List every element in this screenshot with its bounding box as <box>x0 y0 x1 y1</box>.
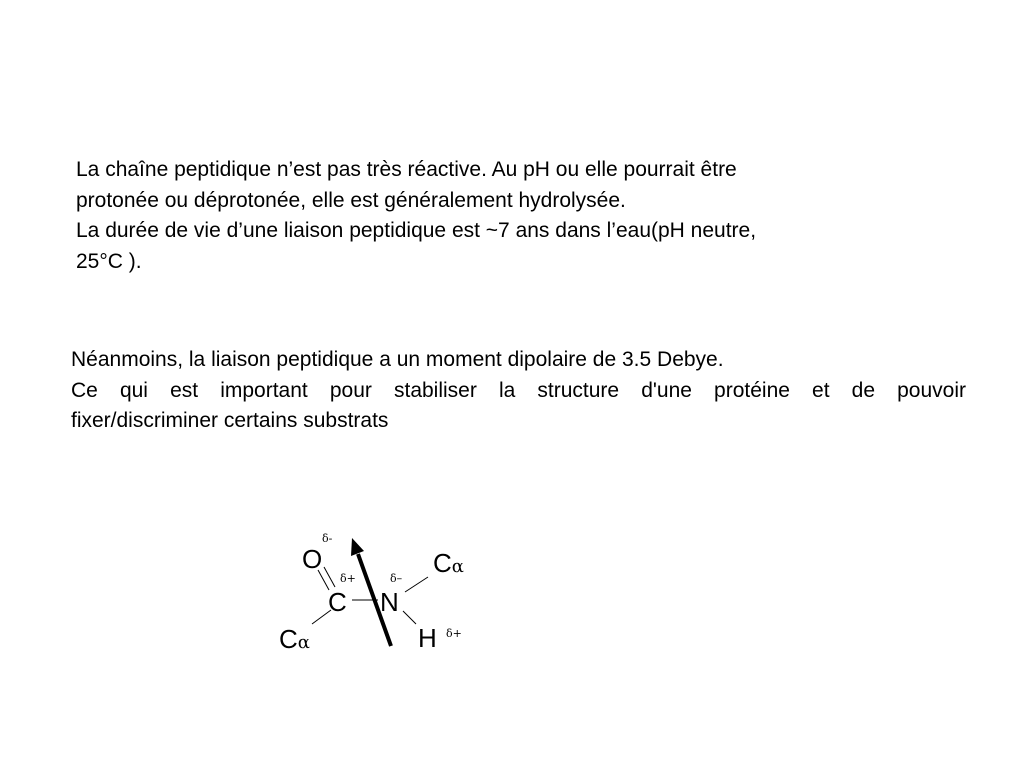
charge-nitrogen: δ– <box>390 572 403 585</box>
charge-hydrogen: δ+ <box>446 627 462 640</box>
alpha-subscript: α <box>451 556 464 577</box>
alpha-subscript: α <box>297 632 310 653</box>
atom-nitrogen: N <box>380 587 399 617</box>
dipole-arrow-head <box>351 538 364 556</box>
charge-carbon: δ+ <box>340 572 356 585</box>
atom-oxygen: O <box>302 544 323 574</box>
atom-calpha-right: Cα <box>433 548 464 578</box>
atom-calpha-left: Cα <box>279 624 310 654</box>
text-line: La durée de vie d’une liaison peptidique est ~7 ans dans l’eau(pH neutre, <box>76 219 757 242</box>
single-bond-n-calpha <box>405 577 428 592</box>
text-line: Néanmoins, la liaison peptidique a un moment dipolaire de 3.5 Debye. <box>71 348 724 371</box>
text-line: 25°C ). <box>76 249 142 273</box>
text-line: fixer/discriminer certains substrats <box>71 409 389 432</box>
charge-oxygen: δ- <box>322 532 333 545</box>
atom-hydrogen: H <box>418 623 437 653</box>
text-line: protonée ou déprotonée, elle est généralement hydrolysée. <box>76 188 626 212</box>
single-bond-n-h <box>403 611 416 624</box>
text-line: Ce qui est important pour stabiliser la structure d'une protéine et de pouvoir <box>71 378 966 402</box>
text-line: La chaîne peptidique n’est pas très réactive. Au pH ou elle pourrait être <box>76 158 737 181</box>
atom-carbon: C <box>328 587 347 617</box>
